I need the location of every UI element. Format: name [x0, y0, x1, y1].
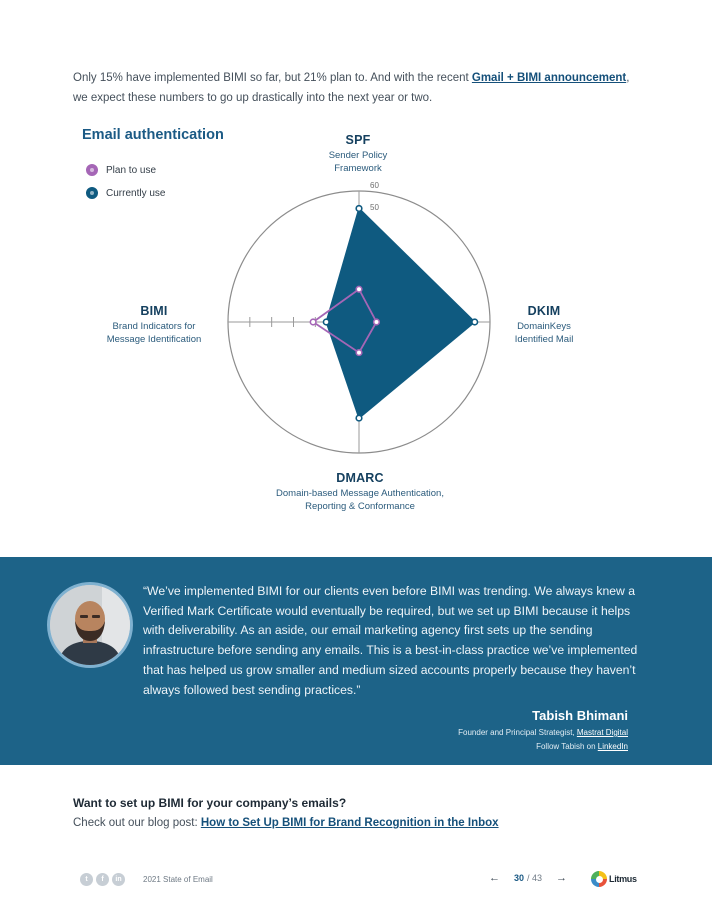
axis-name-spf: SPF — [345, 133, 371, 147]
author-follow-line — [458, 740, 628, 754]
axis-label-dmarc — [264, 471, 456, 513]
current-page: 30 — [514, 873, 525, 883]
data-point-currently-use-spf — [356, 206, 362, 212]
company-link[interactable]: Mastrat Digital — [576, 728, 628, 737]
axis-label-dkim — [498, 304, 590, 346]
next-page-icon[interactable]: → — [556, 872, 568, 884]
data-point-plan-to-use-dmarc — [356, 350, 362, 356]
axis-label-bimi — [96, 304, 212, 346]
footer — [0, 868, 712, 892]
data-point-currently-use-dkim — [472, 319, 478, 325]
axis-label-spf — [300, 133, 416, 175]
testimonial-role — [458, 726, 628, 754]
axis-name-dmarc: DMARC — [336, 471, 384, 485]
series-area-currently-use — [326, 208, 474, 418]
legend-label-plan: Plan to use — [106, 164, 157, 176]
author-role-line — [458, 726, 628, 740]
blog-post-link[interactable]: How to Set Up BIMI for Brand Recognition in the Inbox — [200, 817, 499, 829]
document-title: 2021 State of Email — [143, 875, 213, 884]
data-point-plan-to-use-dkim — [374, 319, 380, 325]
linkedin-icon[interactable]: in — [112, 873, 125, 886]
testimonial-quote: “We’ve implemented BIMI for our clients even before BIMI was trending. We always knew a Verified Mark Certificate would eventually be required, but we set up BIMI because it helps with deliverability. As an aside, our email marketing agency first sets up the sending infrastructure before sending any emails. This is a best-in-class practice we’ve implemented that has helped us grow smaller and medium sized accounts properly because they haven’t always followed best sending practices.” — [143, 584, 638, 697]
person-portrait-icon — [50, 585, 130, 665]
facebook-icon[interactable]: f — [96, 873, 109, 886]
pagination — [489, 872, 567, 884]
cta-text — [73, 817, 499, 829]
linkedin-link[interactable]: LinkedIn — [597, 742, 628, 751]
litmus-logo[interactable] — [591, 871, 637, 887]
intro-text-before: Only 15% have implemented BIMI so far, but 21% plan to. And with the recent — [73, 72, 472, 84]
testimonial-author: Tabish Bhimani — [532, 708, 628, 723]
cta-prefix: Check out our blog post: — [73, 817, 201, 829]
data-point-plan-to-use-spf — [356, 286, 362, 292]
twitter-icon[interactable]: t — [80, 873, 93, 886]
data-point-plan-to-use-bimi — [310, 319, 316, 325]
total-pages: / 43 — [527, 873, 543, 883]
data-point-currently-use-bimi — [323, 319, 329, 325]
axis-name-dkim: DKIM — [527, 304, 561, 318]
litmus-logo-icon — [591, 871, 607, 887]
chart-title: Email authentication — [82, 127, 224, 143]
axis-desc-spf: Sender Policy Framework — [328, 150, 388, 174]
axis-name-bimi: BIMI — [140, 304, 168, 318]
radial-tick-label: 50 — [370, 202, 379, 212]
follow-text: Follow Tabish on — [536, 742, 598, 751]
avatar — [47, 582, 133, 668]
axis-desc-dkim: DomainKeys Identified Mail — [514, 321, 574, 345]
intro-text-after: , we expect these numbers to go up drastically into the next year or two. — [73, 72, 630, 104]
author-role: Founder and Principal Strategist, — [458, 728, 577, 737]
data-point-currently-use-dmarc — [356, 415, 362, 421]
logo-text: Litmus — [609, 874, 637, 884]
legend-label-current: Currently use — [106, 187, 166, 199]
prev-page-icon[interactable]: ← — [489, 872, 500, 884]
radial-tick-label: 60 — [370, 181, 379, 190]
axis-desc-bimi: Brand Indicators for Message Identification — [106, 321, 202, 345]
axis-desc-dmarc: Domain-based Message Authentication, Reporting & Conformance — [276, 488, 444, 512]
gmail-bimi-link[interactable]: Gmail + BIMI announcement — [471, 72, 627, 84]
cta-title: Want to set up BIMI for your company’s emails? — [73, 796, 347, 810]
